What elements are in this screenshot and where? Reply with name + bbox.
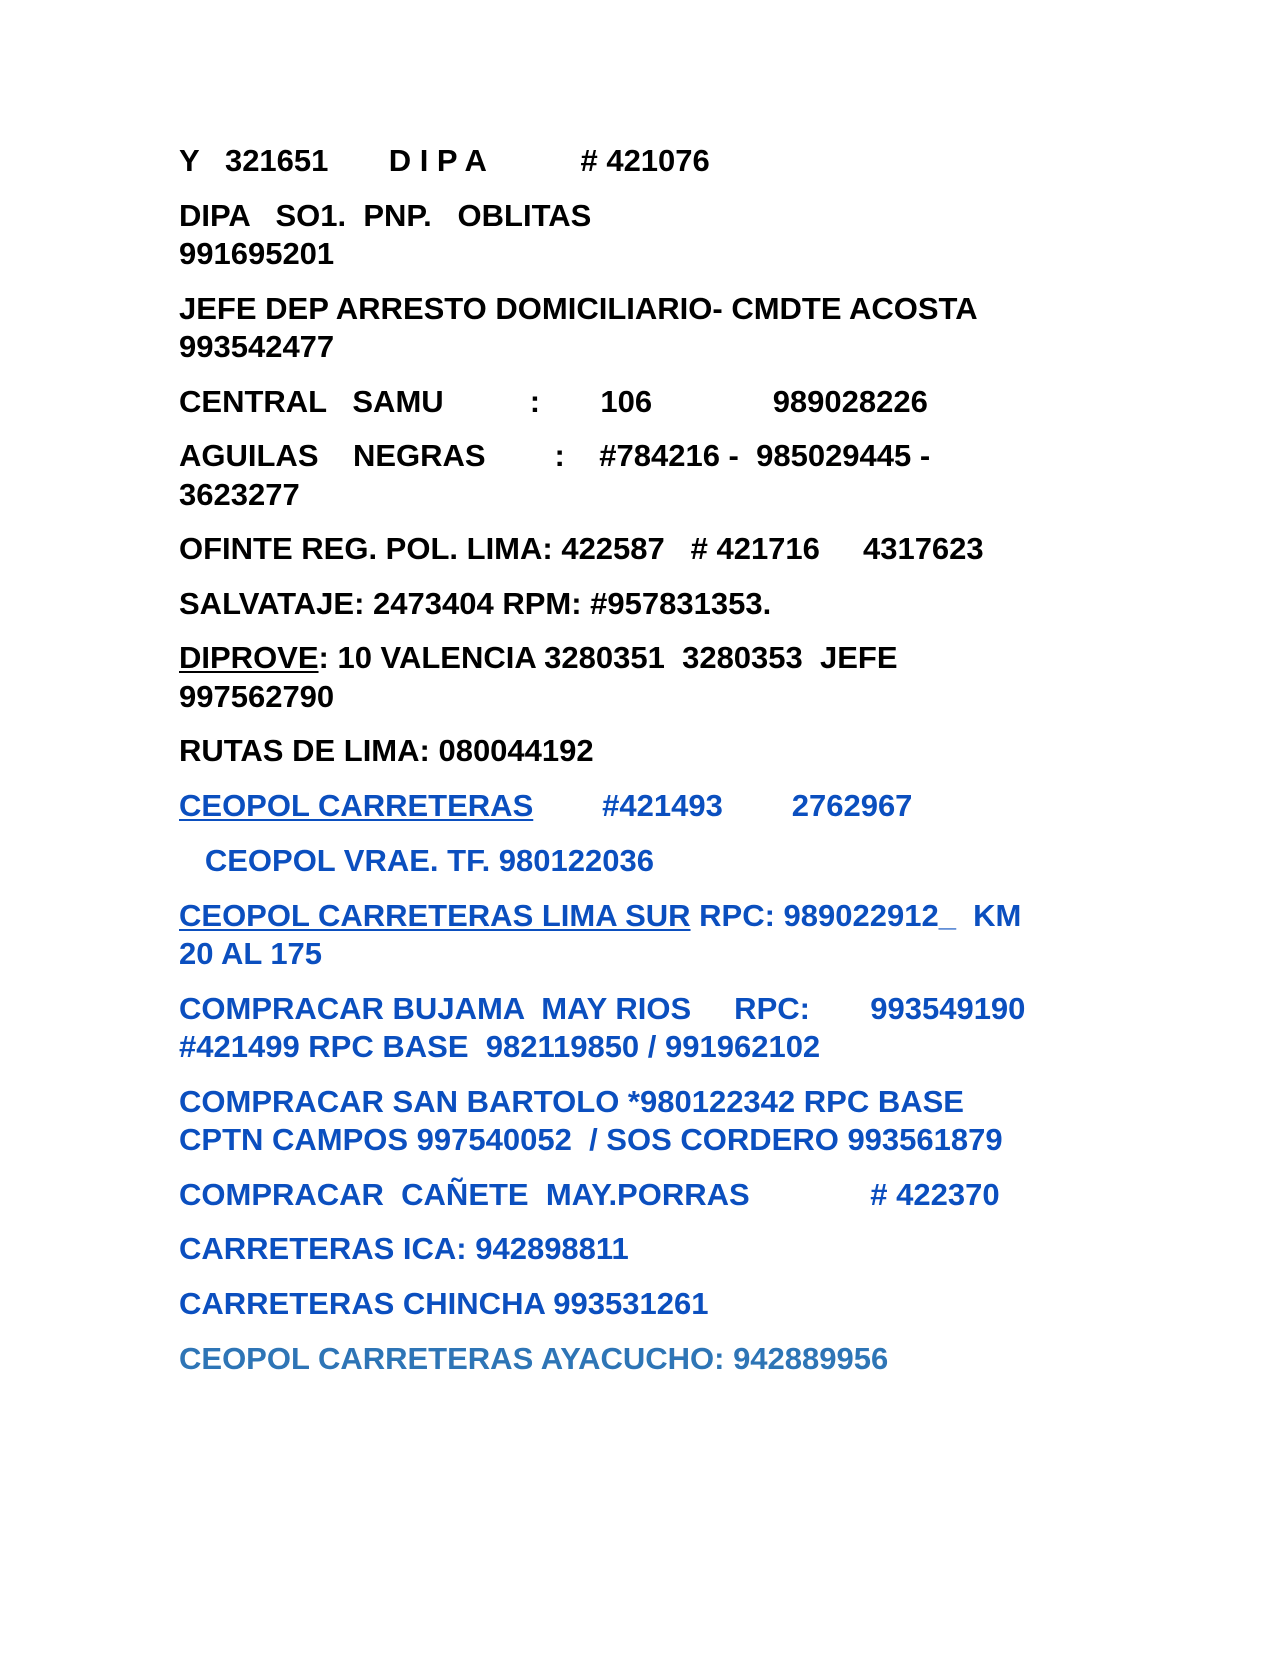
contact-line-dipa-header: Y 321651 D I P A # 421076 [179, 143, 710, 178]
contact-line-compracar-bujama: COMPRACAR BUJAMA MAY RIOS RPC: 993549190 [179, 991, 1026, 1026]
contact-line-compracar-bujama-base: #421499 RPC BASE 982119850 / 991962102 [179, 1029, 821, 1064]
contact-line-ceopol-lima-sur-km: 20 AL 175 [179, 936, 323, 971]
contact-line-ceopol-carreteras [179, 786, 912, 826]
contact-line-jefe-arresto: JEFE DEP ARRESTO DOMICILIARIO- CMDTE ACOSTA [179, 291, 978, 326]
diprove-underlined-label: DIPROVE [179, 640, 319, 675]
contact-line-dipa-oblitas: DIPA SO1. PNP. OBLITAS [179, 198, 592, 233]
ceopol-lima-sur-details: RPC: 989022912_ KM [690, 898, 1022, 933]
contact-line-salvataje: SALVATAJE: 2473404 RPM: #957831353. [179, 586, 772, 621]
contact-line-compracar-san-bartolo: COMPRACAR SAN BARTOLO *980122342 RPC BASE [179, 1084, 964, 1119]
ceopol-carreteras-details: #421493 2762967 [533, 788, 913, 823]
contact-line-central-samu: CENTRAL SAMU : 106 989028226 [179, 384, 928, 419]
contact-line-ceopol-vrae: CEOPOL VRAE. TF. 980122036 [179, 843, 654, 878]
diprove-details: : 10 VALENCIA 3280351 3280353 JEFE [318, 640, 898, 675]
contact-line-rutas-de-lima: RUTAS DE LIMA: 080044192 [179, 733, 594, 768]
contact-line-dipa-oblitas-phone: 991695201 [179, 236, 335, 271]
contact-line-jefe-arresto-phone: 993542477 [179, 329, 335, 364]
contact-line-compracar-canete: COMPRACAR CAÑETE MAY.PORRAS # 422370 [179, 1177, 1000, 1212]
ceopol-lima-sur-link[interactable]: CEOPOL CARRETERAS LIMA SUR [179, 898, 691, 933]
contact-line-ofinte: OFINTE REG. POL. LIMA: 422587 # 421716 4317623 [179, 531, 984, 566]
contact-line-diprove [179, 638, 898, 678]
contact-line-carreteras-ica: CARRETERAS ICA: 942898811 [179, 1231, 629, 1266]
contact-line-compracar-san-bartolo-staff: CPTN CAMPOS 997540052 / SOS CORDERO 993561879 [179, 1122, 1003, 1157]
contact-line-aguilas-negras: AGUILAS NEGRAS : #784216 - 985029445 - [179, 438, 931, 473]
contact-line-ceopol-lima-sur [179, 896, 1021, 936]
ceopol-carreteras-link[interactable]: CEOPOL CARRETERAS [179, 788, 534, 823]
contact-line-ceopol-ayacucho: CEOPOL CARRETERAS AYACUCHO: 942889956 [179, 1341, 889, 1376]
contact-line-aguilas-negras-phone: 3623277 [179, 477, 300, 512]
contact-line-carreteras-chincha: CARRETERAS CHINCHA 993531261 [179, 1286, 709, 1321]
contact-line-diprove-phone: 997562790 [179, 679, 335, 714]
